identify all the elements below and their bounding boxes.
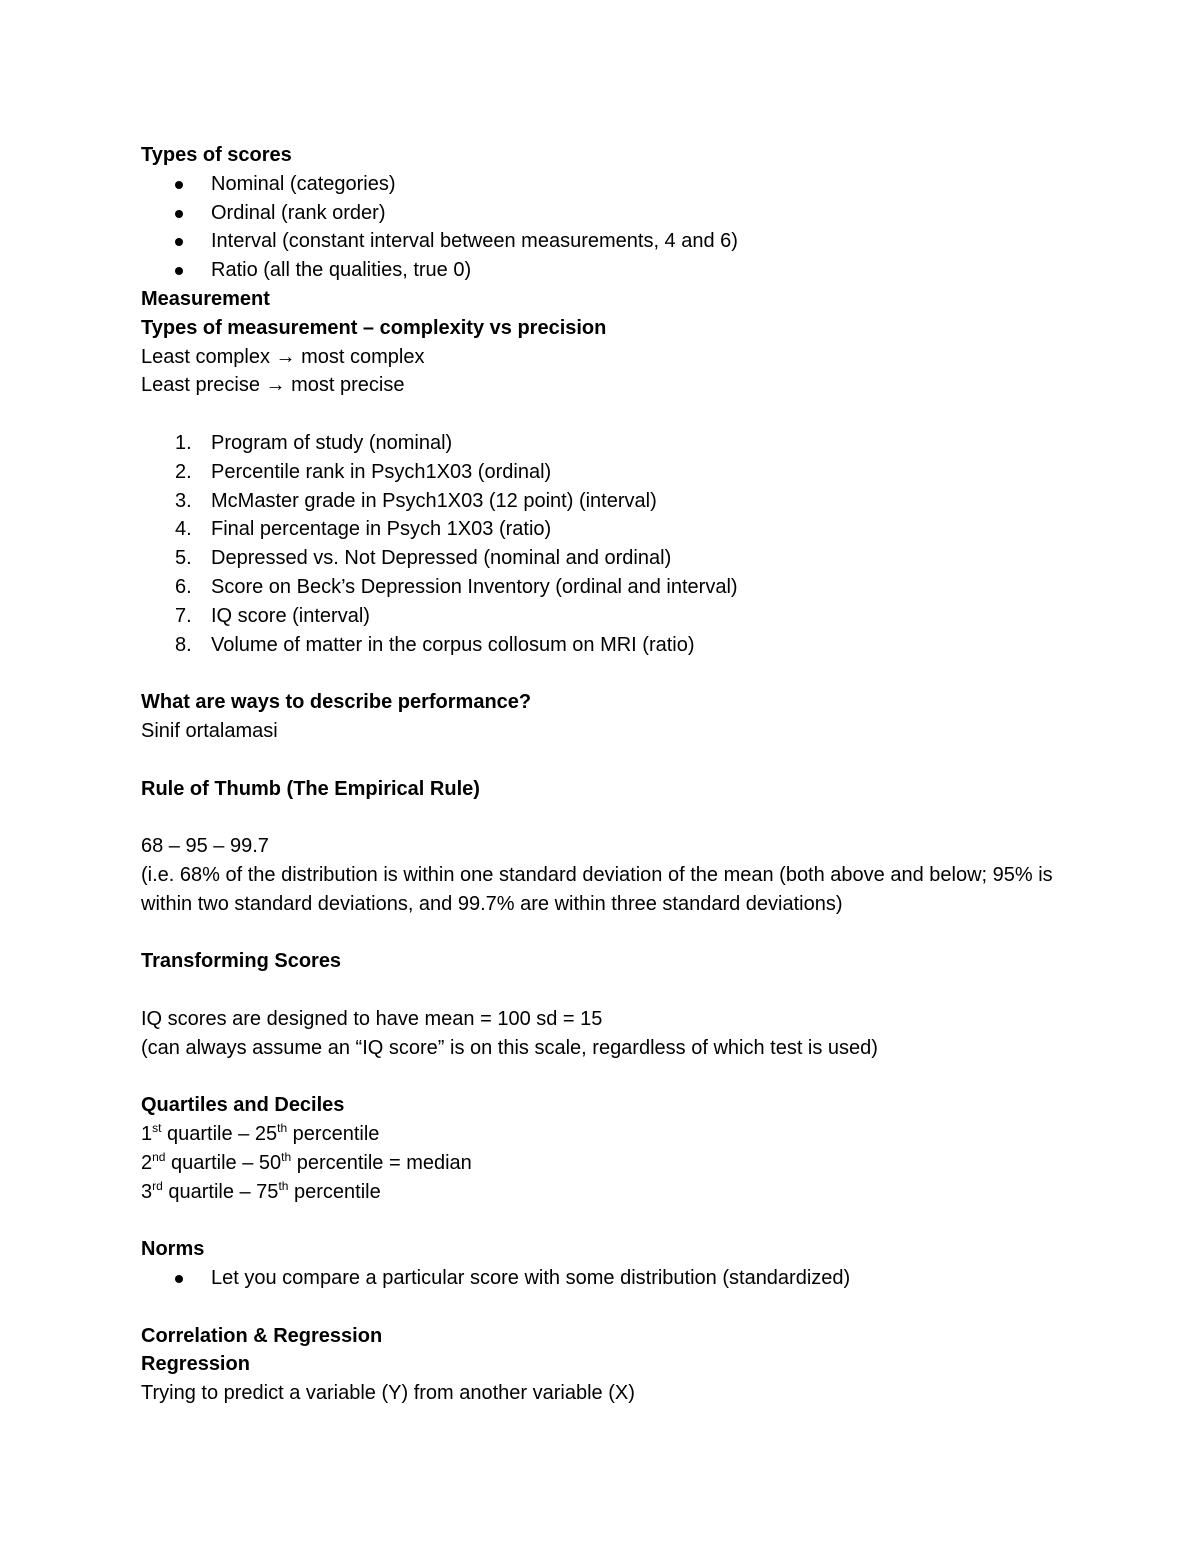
list-item: Nominal (categories) [141, 170, 1061, 199]
transforming-line2: (can always assume an “IQ score” is on this scale, regardless of which test is used) [141, 1036, 878, 1059]
quartile-mid: quartile – 75 [162, 1180, 279, 1203]
spacer [141, 803, 1061, 832]
quartile-end: percentile = median [291, 1151, 472, 1174]
quartile-row [141, 1120, 1061, 1149]
quartiles-heading: Quartiles and Deciles [141, 1094, 345, 1117]
norms-heading: Norms [141, 1238, 205, 1261]
complexity-right: most complex [295, 345, 425, 368]
list-text: Final percentage in Psych 1X03 (ratio) [211, 518, 552, 541]
spacer [141, 1293, 1061, 1322]
ordinal-suffix: th [277, 1121, 288, 1136]
precision-right: most precise [285, 374, 405, 397]
document-page [141, 141, 1061, 1408]
quartile-end: percentile [287, 1123, 380, 1146]
quartile-number: 2 [141, 1151, 153, 1174]
types-of-scores-list [141, 170, 1061, 285]
quartile-number: 3 [141, 1180, 153, 1203]
list-item [141, 631, 1061, 660]
list-number: 7. [175, 604, 192, 627]
list-item: Ratio (all the qualities, true 0) [141, 256, 1061, 285]
ordinal-suffix: th [281, 1149, 292, 1164]
arrow-right-icon: → [275, 345, 296, 368]
performance-text: Sinif ortalamasi [141, 719, 278, 742]
spacer [141, 1206, 1061, 1235]
list-item [141, 602, 1061, 631]
norms-list [141, 1264, 1061, 1293]
list-item [141, 487, 1061, 516]
quartile-mid: quartile – 25 [161, 1123, 278, 1146]
types-of-scores-heading: Types of scores [141, 144, 292, 166]
quartile-end: percentile [288, 1180, 381, 1203]
list-item: Ordinal (rank order) [141, 199, 1061, 228]
list-item: Let you compare a particular score with some distribution (standardized) [141, 1264, 1061, 1293]
list-text: Program of study (nominal) [211, 431, 453, 454]
list-number: 5. [175, 547, 192, 570]
quartile-row [141, 1178, 1061, 1207]
complexity-line [141, 343, 1061, 372]
correlation-heading: Correlation & Regression [141, 1324, 383, 1347]
quartile-mid: quartile – 50 [165, 1151, 282, 1174]
list-item [141, 429, 1061, 458]
list-number: 2. [175, 460, 192, 483]
list-item [141, 544, 1061, 573]
rule-of-thumb-explanation: (i.e. 68% of the distribution is within one standard deviation of the mean (both above and below; 95% is within two standard deviations, and 99.7% are within three standard deviations) [141, 863, 1053, 915]
list-item: Interval (constant interval between measurements, 4 and 6) [141, 227, 1061, 256]
spacer [141, 659, 1061, 688]
list-item [141, 573, 1061, 602]
measurement-subheading: Types of measurement – complexity vs precision [141, 316, 607, 339]
list-number: 8. [175, 633, 192, 656]
ordinal-suffix: nd [152, 1149, 166, 1164]
measurement-list [141, 429, 1061, 659]
list-item [141, 515, 1061, 544]
ordinal-suffix: rd [152, 1178, 163, 1193]
list-text: Percentile rank in Psych1X03 (ordinal) [211, 460, 552, 483]
ordinal-suffix: th [278, 1178, 289, 1193]
complexity-left: Least complex [141, 345, 276, 368]
transforming-heading: Transforming Scores [141, 950, 342, 973]
list-number: 1. [175, 431, 192, 454]
precision-line [141, 371, 1061, 400]
rule-of-thumb-numbers: 68 – 95 – 99.7 [141, 835, 269, 858]
list-number: 3. [175, 489, 192, 512]
spacer [141, 746, 1061, 775]
regression-text: Trying to predict a variable (Y) from another variable (X) [141, 1382, 635, 1405]
spacer [141, 1063, 1061, 1092]
list-item [141, 458, 1061, 487]
spacer [141, 976, 1061, 1005]
precision-left: Least precise [141, 374, 266, 397]
list-text: McMaster grade in Psych1X03 (12 point) (interval) [211, 489, 657, 512]
list-number: 4. [175, 518, 192, 541]
list-text: Volume of matter in the corpus collosum on MRI (ratio) [211, 633, 695, 656]
list-text: IQ score (interval) [211, 604, 370, 627]
spacer [141, 919, 1061, 948]
list-text: Depressed vs. Not Depressed (nominal and ordinal) [211, 547, 672, 570]
transforming-line1: IQ scores are designed to have mean = 100 sd = 15 [141, 1007, 603, 1030]
arrow-right-icon: → [265, 374, 286, 397]
measurement-heading: Measurement [141, 287, 270, 310]
regression-subheading: Regression [141, 1353, 250, 1376]
ordinal-suffix: st [152, 1121, 162, 1136]
performance-heading: What are ways to describe performance? [141, 691, 532, 714]
rule-of-thumb-heading: Rule of Thumb (The Empirical Rule) [141, 777, 480, 800]
list-text: Score on Beck’s Depression Inventory (ordinal and interval) [211, 575, 738, 598]
quartile-row [141, 1149, 1061, 1178]
quartile-number: 1 [141, 1123, 153, 1146]
spacer [141, 400, 1061, 429]
list-number: 6. [175, 575, 192, 598]
